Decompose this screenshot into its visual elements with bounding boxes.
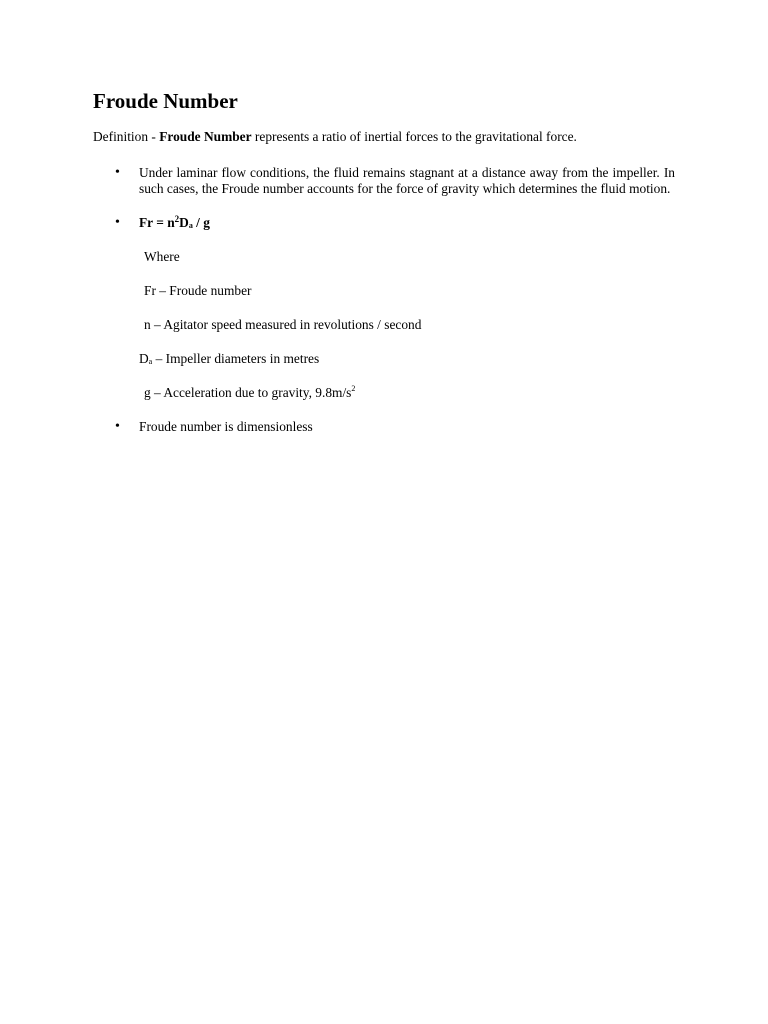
bullet-marker: •	[115, 419, 120, 434]
bullet-marker: •	[115, 165, 120, 180]
g-exponent: 2	[351, 384, 356, 393]
formula-subscript: a	[188, 221, 193, 230]
definition-paragraph	[93, 129, 683, 145]
formula-lhs: Fr = n	[139, 215, 175, 230]
da-subscript: a	[148, 357, 153, 366]
froude-formula	[139, 215, 675, 231]
da-text: – Impeller diameters in metres	[152, 351, 320, 366]
bullet-marker: •	[115, 215, 120, 230]
definition-da	[139, 351, 319, 367]
page-title: Froude Number	[93, 89, 238, 113]
where-label: Where	[144, 249, 180, 264]
definition-text: represents a ratio of inertial forces to the gravitational force.	[251, 129, 577, 144]
formula-exponent: 2	[174, 214, 180, 224]
definition-prefix: Definition -	[93, 129, 160, 144]
da-symbol: D	[139, 351, 149, 366]
bullet-dimensionless: Froude number is dimensionless	[139, 419, 313, 434]
bullet-laminar-flow: Under laminar flow conditions, the fluid remains stagnant at a distance away from the impeller. In such cases, the Froude number accounts for the force of gravity which determines the fluid motion.	[139, 165, 675, 196]
formula-d: D	[179, 215, 189, 230]
definition-fr: Fr – Froude number	[144, 283, 252, 298]
definition-n: n – Agitator speed measured in revolutions / second	[144, 317, 422, 332]
definition-term: Froude Number	[159, 129, 252, 144]
definition-g	[144, 385, 355, 401]
g-text: g – Acceleration due to gravity, 9.8m/s	[144, 385, 352, 400]
formula-rhs: / g	[192, 215, 210, 230]
